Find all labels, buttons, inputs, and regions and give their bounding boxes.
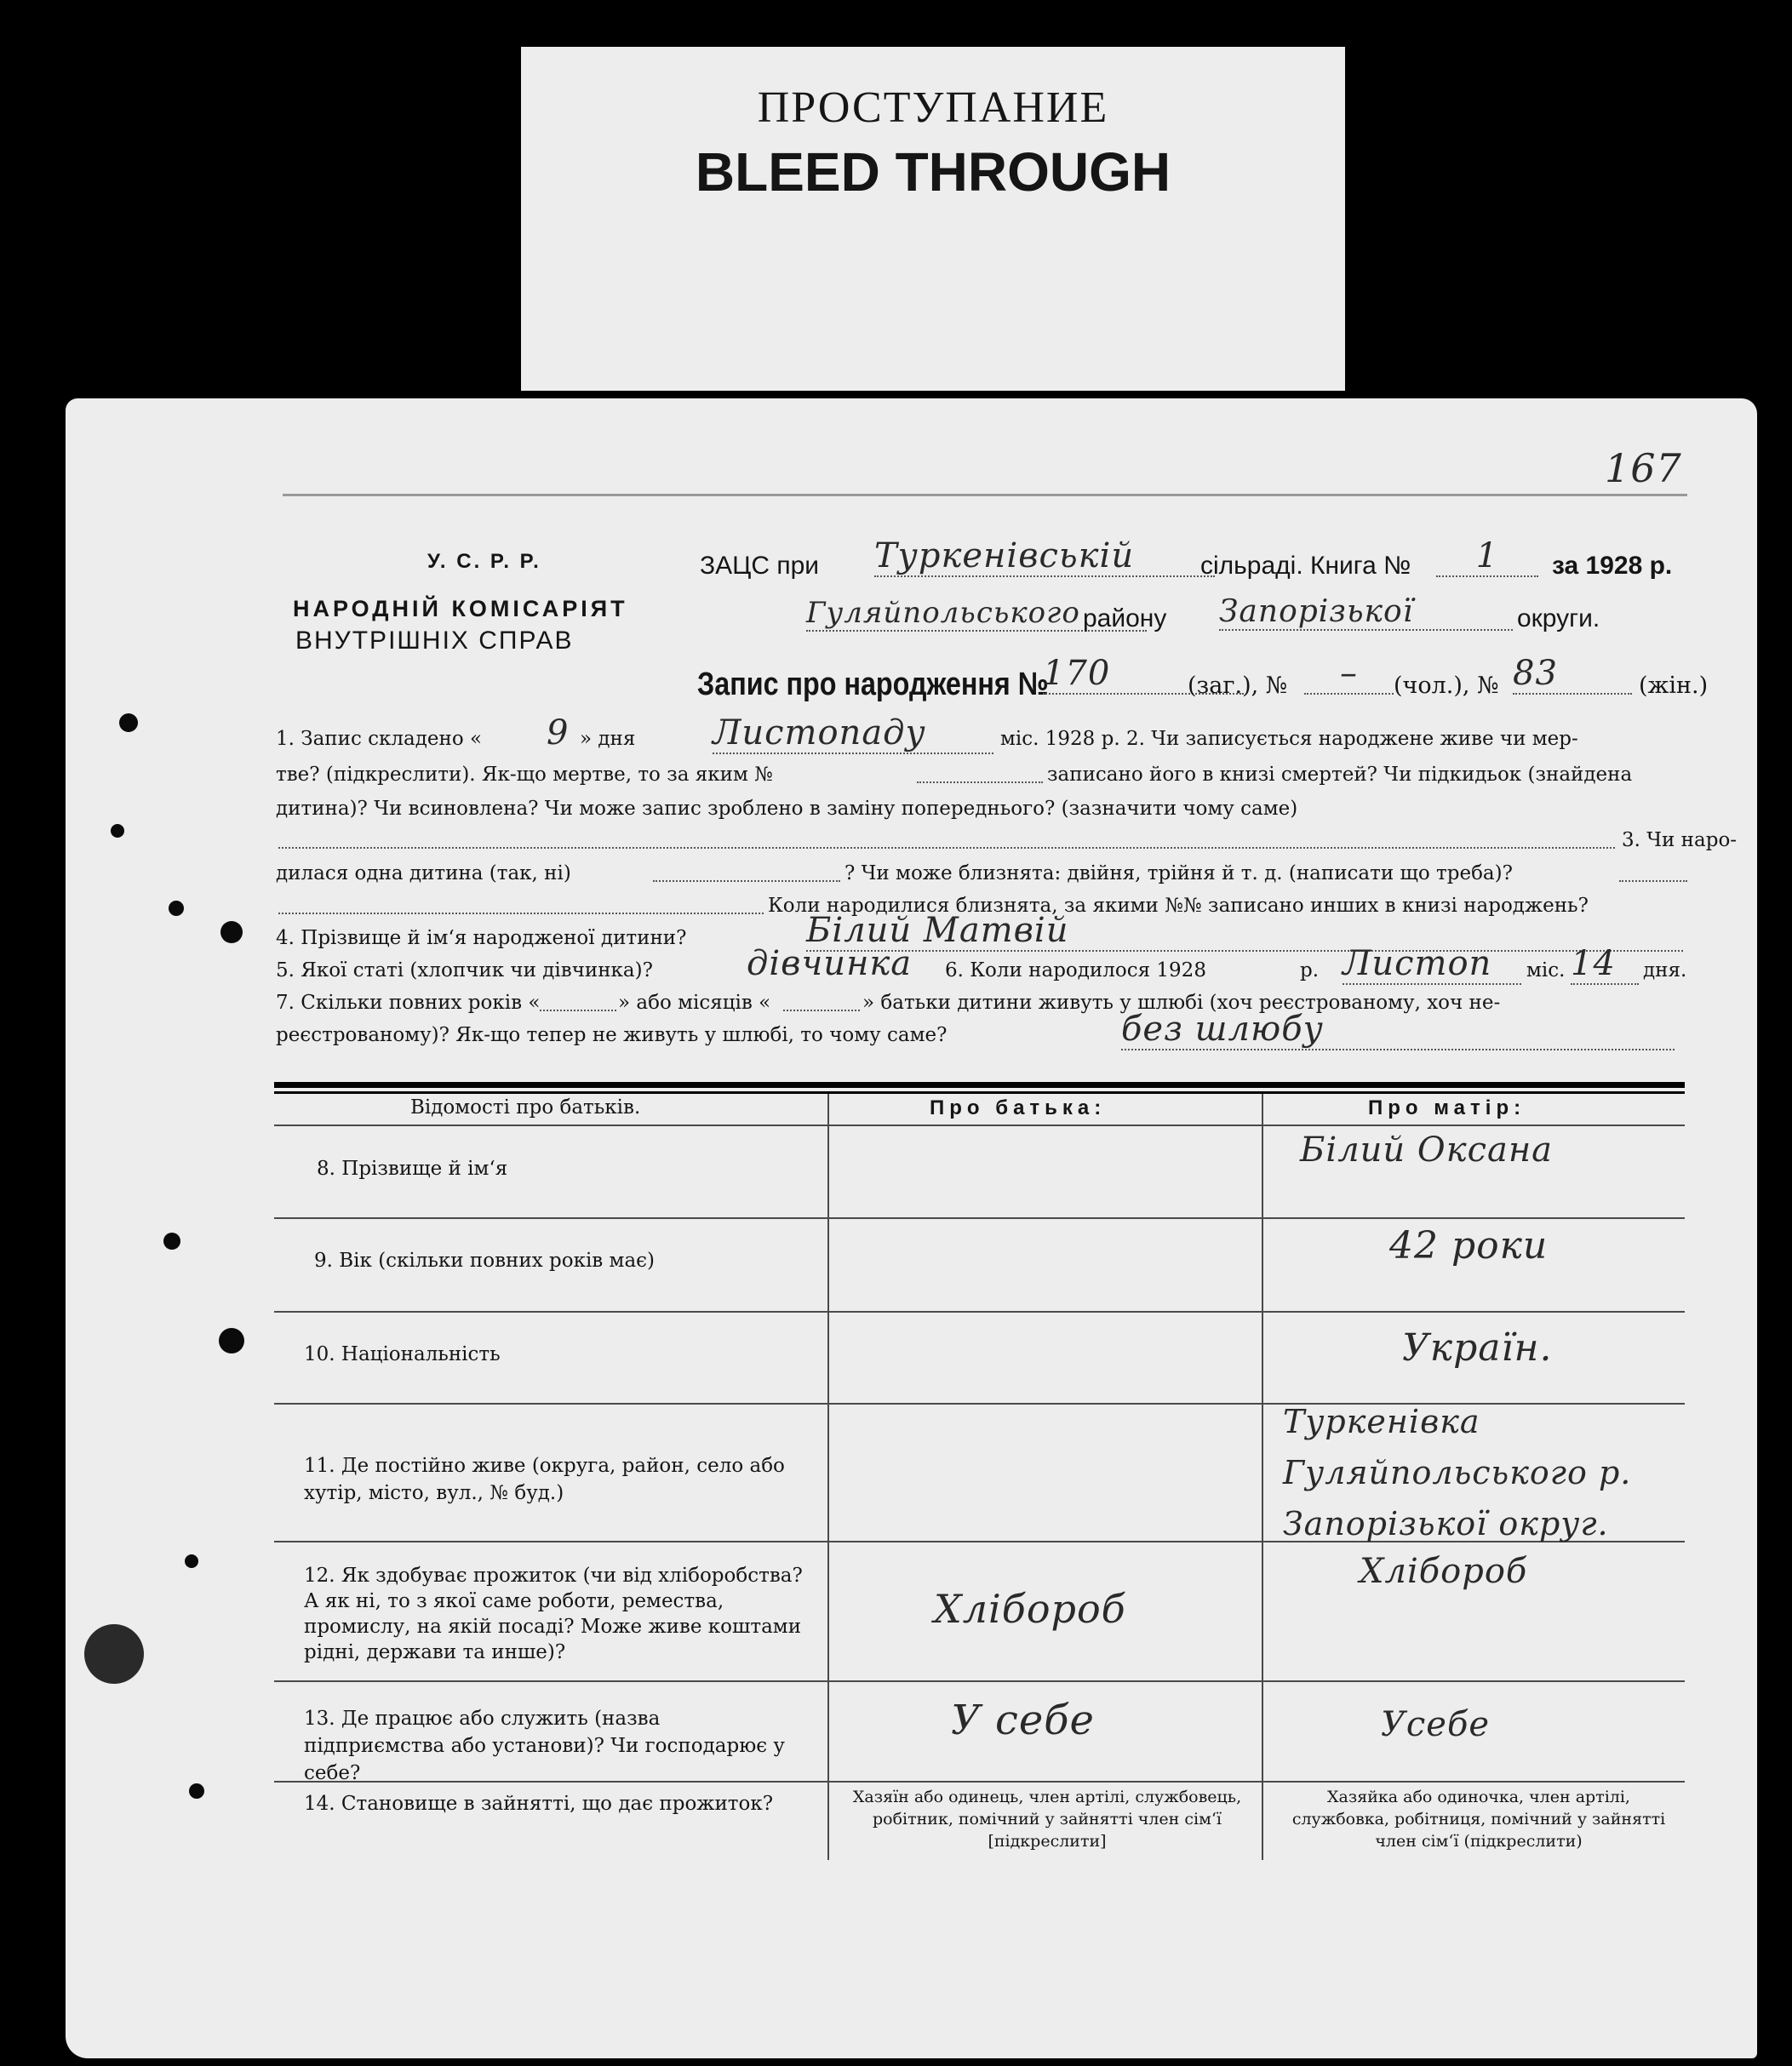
line-1b: » дня bbox=[580, 728, 636, 750]
dotted-gap bbox=[278, 913, 764, 914]
row-divider bbox=[274, 1125, 1685, 1126]
row-11-label: 11. Де постійно живе (округа, район, село або хутір, місто, вул., № буд.) bbox=[304, 1455, 785, 1504]
child-name-value: Білий Матвій bbox=[806, 911, 1683, 952]
line-1a: 1. Запис складено « bbox=[276, 728, 483, 750]
paper-stain bbox=[84, 1624, 144, 1684]
birth-day-value: 14 bbox=[1571, 944, 1639, 985]
line-8d: дня. bbox=[1643, 959, 1687, 981]
line-10: реєстрованому)? Як-що тепер не живуть у шлюбі, то чому саме? bbox=[276, 1024, 948, 1046]
dotted-gap bbox=[783, 1010, 860, 1011]
record-total-no: 170 bbox=[1043, 654, 1244, 695]
header-commissariat-2: ВНУТРІШНІХ СПРАВ bbox=[295, 627, 574, 655]
paper-hole bbox=[220, 921, 243, 943]
row-13-father: У себе bbox=[951, 1697, 1095, 1744]
paper-hole bbox=[169, 901, 184, 916]
paper-hole bbox=[111, 824, 124, 838]
label-en: BLEED THROUGH bbox=[695, 141, 1171, 203]
row-divider bbox=[274, 1311, 1685, 1313]
line-9b: » або місяців « bbox=[618, 992, 771, 1014]
paper-hole bbox=[189, 1783, 204, 1799]
line-7: 4. Прізвище й ім‘я народженої дитини? bbox=[276, 927, 687, 949]
line-2a: тве? (підкреслити). Як-що мертве, то за яким № bbox=[276, 764, 773, 786]
record-month: Листопаду bbox=[713, 713, 993, 754]
line-5b: ? Чи може близнята: двійня, трійня й т. д. (написати що треба)? bbox=[844, 862, 1513, 884]
line-8b: 6. Коли народилося 1928 bbox=[945, 959, 1206, 981]
record-female-word: (жін.) bbox=[1639, 672, 1709, 699]
birth-month-value: Листоп bbox=[1343, 944, 1521, 985]
line-8c: міс. bbox=[1526, 959, 1566, 981]
header-commissariat-1: НАРОДНІЙ КОМІСАРІЯТ bbox=[293, 596, 628, 621]
row-divider bbox=[274, 1217, 1685, 1219]
label-ru: ПРОСТУПАНИЕ bbox=[757, 83, 1109, 132]
record-male-no: – bbox=[1304, 654, 1394, 695]
record-male-word: (чол.), № bbox=[1394, 672, 1499, 699]
dotted-gap bbox=[540, 1010, 616, 1011]
okruga-value: Запорізької bbox=[1219, 594, 1513, 631]
row-14-father: Хазяїн або одинець, член артілі, службовець, робітник, помічний у зайнятті член сім‘ї [підкреслити] bbox=[852, 1788, 1242, 1851]
table-header-father: Про батька: bbox=[930, 1096, 1107, 1119]
row-9-mother: 42 роки bbox=[1389, 1224, 1549, 1268]
marriage-value: без шлюбу bbox=[1121, 1010, 1675, 1050]
paper-hole bbox=[185, 1554, 198, 1568]
zags-mid: сільраді. Книга № bbox=[1200, 552, 1411, 580]
line-9c: » батьки дитини живуть у шлюбі (хоч реєстрованому, хоч не- bbox=[862, 992, 1501, 1014]
dotted-gap bbox=[917, 781, 1043, 783]
row-divider bbox=[274, 1680, 1685, 1682]
birth-year-suffix: р. bbox=[1300, 959, 1320, 981]
district-word: району bbox=[1083, 604, 1167, 632]
line-4: 3. Чи наро- bbox=[1622, 829, 1738, 851]
table-header-info: Відомості про батьків. bbox=[410, 1096, 641, 1119]
book-no-value: 1 bbox=[1436, 536, 1538, 577]
line-3: дитина)? Чи всиновлена? Чи може запис зроблено в заміну попереднього? (зазначити чому саме) bbox=[276, 798, 1298, 820]
page-number: 167 bbox=[1605, 445, 1682, 491]
line-5a: дилася одна дитина (так, ні) bbox=[276, 862, 571, 884]
line-8a: 5. Якої статі (хлопчик чи дівчинка)? bbox=[276, 959, 653, 981]
row-9-label: 9. Вік (скільки повних років має) bbox=[314, 1250, 656, 1272]
line-6: Коли народилися близнята, за якими №№ записано инших в книзі народжень? bbox=[768, 895, 1589, 917]
header-ussr: У. С. Р. Р. bbox=[427, 550, 541, 573]
row-14-label: 14. Становище в зайнятті, що дає прожиток? bbox=[304, 1793, 774, 1815]
row-8-label: 8. Прізвище й ім‘я bbox=[317, 1158, 508, 1180]
row-12-label: 12. Як здобуває прожиток (чи від хліборобства? А як ні, то з якої саме роботи, ремества, промислу, на якій посаді? Може живе коштами рідні, держави та инше)? bbox=[304, 1565, 803, 1663]
table-top-rule bbox=[274, 1082, 1685, 1088]
row-12-father: Хлібороб bbox=[934, 1586, 1126, 1632]
row-14-mother: Хазяйка або одиночка, член артілі, службовка, робітниця, помічний у зайнятті член сім‘ї (підкреслити) bbox=[1291, 1788, 1666, 1851]
faint-rule bbox=[283, 494, 1687, 496]
record-title: Запис про народження № bbox=[697, 667, 1049, 702]
paper-hole bbox=[219, 1328, 244, 1353]
row-10-label: 10. Національність bbox=[304, 1343, 501, 1365]
okruga-word: округи. bbox=[1517, 604, 1600, 632]
table-header-mother: Про матір: bbox=[1368, 1096, 1526, 1119]
record-female-no: 83 bbox=[1513, 654, 1632, 695]
zags-year: за 1928 р. bbox=[1552, 552, 1673, 580]
dotted-gap bbox=[653, 880, 840, 882]
zags-pre: ЗАЦС при bbox=[700, 552, 820, 580]
line-2b: записано його в книзі смертей? Чи підкидьок (знайдена bbox=[1047, 764, 1633, 786]
paper-hole bbox=[119, 713, 138, 732]
dotted-line bbox=[278, 847, 1615, 849]
row-12-mother: Хлібороб bbox=[1360, 1552, 1528, 1591]
sex-value: дівчинка bbox=[747, 944, 913, 983]
record-total-word: (заг.), № bbox=[1188, 672, 1288, 699]
dotted-gap bbox=[1619, 880, 1687, 882]
row-13-label: 13. Де працює або служить (назва підприємства або установи)? Чи господарює у себе? bbox=[304, 1708, 785, 1784]
line-1c: міс. 1928 р. 2. Чи записується народжене живе чи мер- bbox=[1000, 728, 1578, 750]
row-13-mother: Усебе bbox=[1381, 1705, 1491, 1744]
table-top-rule bbox=[274, 1091, 1685, 1094]
record-day: 9 bbox=[547, 713, 570, 753]
row-8-mother: Білий Оксана bbox=[1300, 1130, 1554, 1170]
district-value: Гуляйпольського bbox=[806, 596, 1147, 632]
column-divider bbox=[827, 1094, 829, 1860]
paper-hole bbox=[163, 1233, 180, 1250]
row-11-mother: Туркенівка Гуляйпольського р. Запорізької округ. bbox=[1283, 1403, 1632, 1542]
column-divider bbox=[1262, 1094, 1263, 1860]
line-9a: 7. Скільки повних років « bbox=[276, 992, 541, 1014]
birth-record-form bbox=[66, 398, 1757, 2058]
selrada-value: Туркенівській bbox=[874, 536, 1215, 577]
archive-label-card bbox=[521, 47, 1345, 391]
row-10-mother: Україн. bbox=[1402, 1326, 1553, 1370]
